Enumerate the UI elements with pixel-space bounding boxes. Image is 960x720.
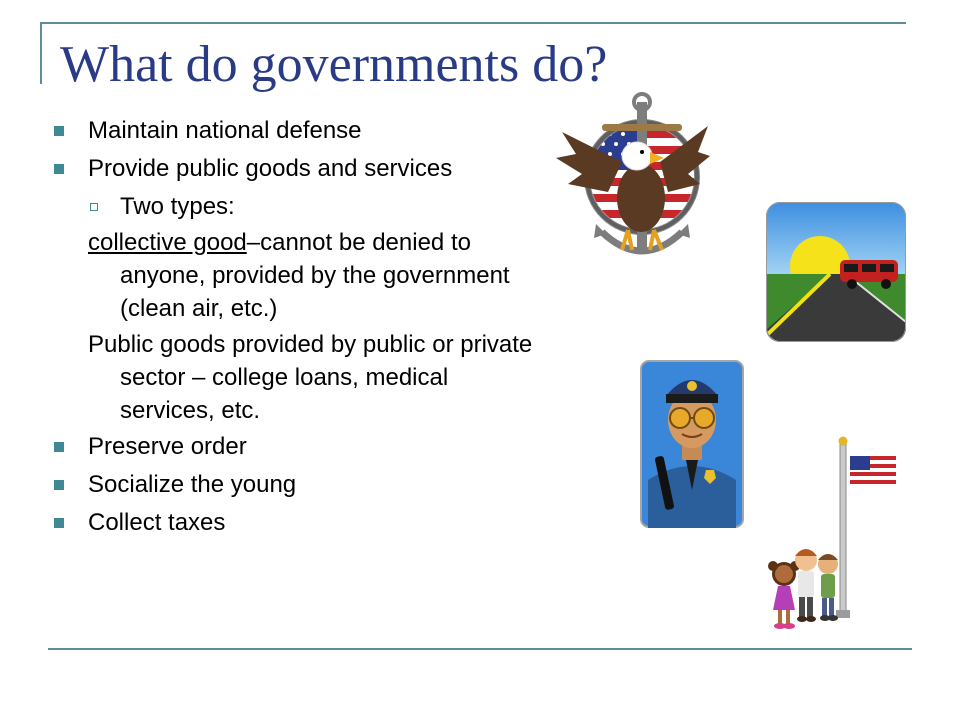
public-goods-text: Public goods provided by public or private sector – college loans, medical services, etc. <box>88 331 533 424</box>
top-frame-line <box>40 22 906 24</box>
collective-good-definition: –cannot be denied to anyone, provided by the government (clean air, etc.) <box>120 229 510 322</box>
collective-good-term: collective good <box>88 229 247 256</box>
square-bullet-icon <box>54 442 64 452</box>
bullet-text: Preserve order <box>88 433 247 460</box>
bullet-text: Collect taxes <box>88 509 226 536</box>
bullet-list <box>48 114 548 544</box>
square-bullet-icon <box>54 164 64 174</box>
square-bullet-icon <box>54 126 64 136</box>
bullet-item <box>48 468 548 501</box>
bullet-text: Maintain national defense <box>88 117 362 144</box>
square-bullet-icon <box>54 480 64 490</box>
bullet-item <box>48 114 548 147</box>
bullet-text: Socialize the young <box>88 471 297 498</box>
bottom-frame-line <box>48 648 912 650</box>
sub-bullet-item <box>48 190 548 223</box>
public-goods-paragraph <box>48 328 548 427</box>
police-officer-icon <box>640 360 744 528</box>
bullet-item <box>48 430 548 463</box>
slide-title: What do governments do? <box>60 36 608 93</box>
collective-good-paragraph <box>48 226 548 325</box>
eagle-anchor-icon <box>552 92 710 264</box>
sub-bullet-text: Two types: <box>120 193 235 220</box>
road-bus-icon <box>766 202 906 342</box>
bullet-item <box>48 152 548 185</box>
bullet-item <box>48 506 548 539</box>
children-flag-icon <box>764 434 906 636</box>
left-frame-line <box>40 22 42 84</box>
hollow-square-bullet-icon <box>90 203 98 211</box>
square-bullet-icon <box>54 518 64 528</box>
bullet-text: Provide public goods and services <box>88 155 453 182</box>
